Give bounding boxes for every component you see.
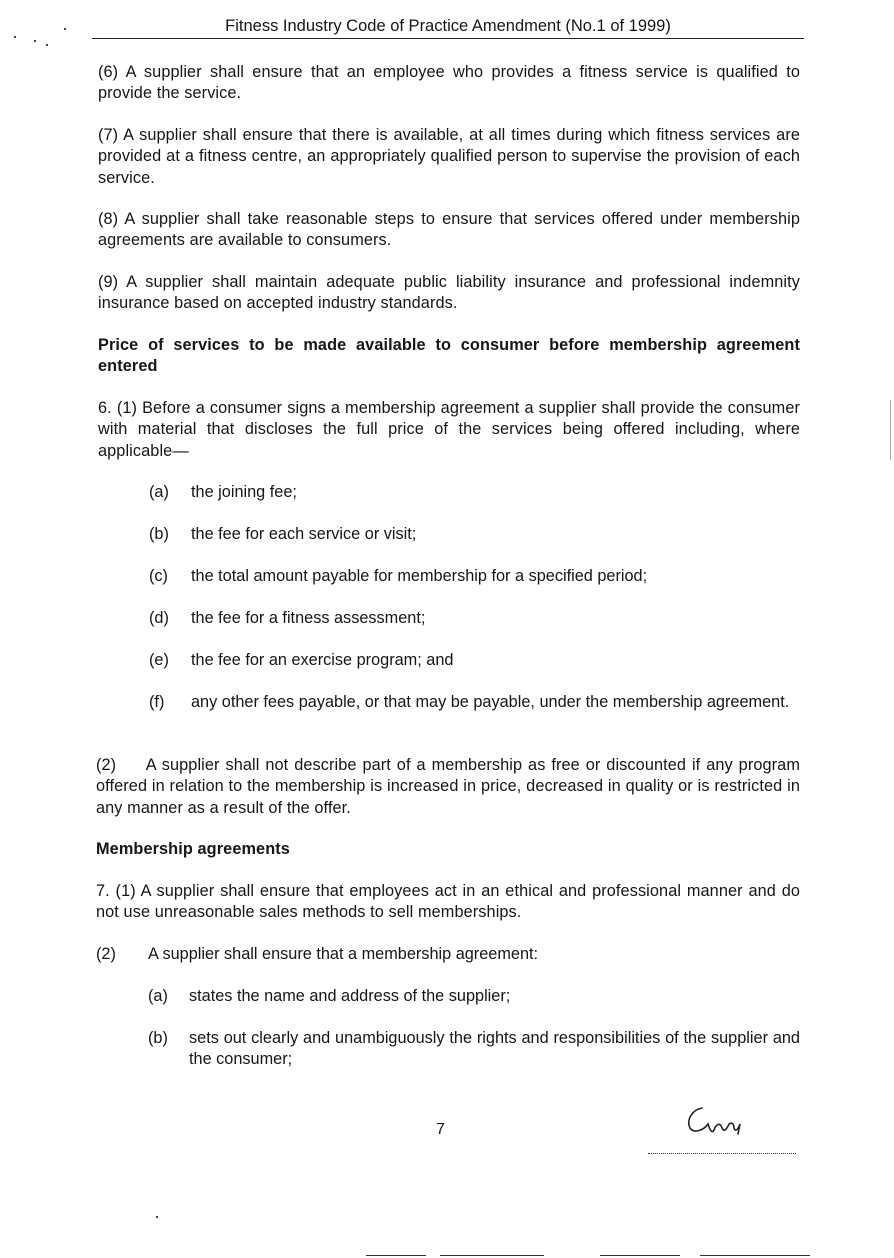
list-item <box>148 986 800 1008</box>
list-item-text: the fee for a fitness assessment; <box>191 609 426 627</box>
section-6-intro: 6. (1) Before a consumer signs a membership agreement a supplier shall provide the consumer with material that discloses the full price of the services being offered including, where applicable— <box>98 399 800 460</box>
section-heading-membership: Membership agreements <box>96 840 290 858</box>
section-7-paragraph-1: 7. (1) A supplier shall ensure that employees act in an ethical and professional manner and do not use unreasonable sales methods to sell memberships. <box>96 882 800 922</box>
list-item-label: (f) <box>149 693 165 711</box>
footer-rule <box>700 1255 810 1256</box>
list-item-label: (b) <box>149 525 169 543</box>
list-item-label: (b) <box>148 1029 168 1047</box>
scan-speck <box>14 36 16 38</box>
list-item-text: states the name and address of the supplier; <box>189 987 511 1005</box>
list-item-text: any other fees payable, or that may be payable, under the membership agreement. <box>191 693 790 711</box>
list-item-label: (a) <box>148 987 168 1005</box>
signature-mark <box>680 1100 760 1144</box>
list-item <box>149 650 799 672</box>
footer-rule <box>366 1255 426 1256</box>
list-item-text: the joining fee; <box>191 483 297 501</box>
list-item-label: (c) <box>149 567 168 585</box>
subsection-label: (2) <box>96 756 117 774</box>
list-item <box>149 692 799 736</box>
signature-line <box>648 1153 796 1154</box>
scan-speck <box>46 44 48 46</box>
section-6-subsection-2 <box>96 755 800 819</box>
page-header: Fitness Industry Code of Practice Amendment (No.1 of 1999) <box>92 16 804 39</box>
list-item <box>149 524 799 546</box>
list-item-text: the fee for each service or visit; <box>191 525 417 543</box>
list-item <box>149 482 799 504</box>
scan-speck <box>890 400 891 460</box>
paragraph-8: (8) A supplier shall take reasonable steps to ensure that services offered under membership agreements are available to consumers. <box>98 210 800 250</box>
section-heading-price: Price of services to be made available to consumer before membership agreement entered <box>98 336 800 376</box>
paragraph-6: (6) A supplier shall ensure that an employee who provides a fitness service is qualified to provide the service. <box>98 63 800 103</box>
list-item <box>149 608 799 630</box>
scan-speck <box>34 40 36 42</box>
subsection-text: A supplier shall not describe part of a membership as free or discounted if any program offered in relation to the membership is increased in price, decreased in quality or is restricted in any manner as a result of the offer. <box>96 756 801 817</box>
subsection-text: A supplier shall ensure that a membership agreement: <box>148 945 539 963</box>
page-number: 7 <box>436 1121 445 1138</box>
subsection-label: (2) <box>96 945 116 963</box>
list-item-text: the fee for an exercise program; and <box>191 651 454 669</box>
list-item-text: the total amount payable for membership for a specified period; <box>191 567 648 585</box>
list-item <box>148 1028 800 1072</box>
list-item-label: (a) <box>149 483 169 501</box>
list-item <box>149 566 799 588</box>
footer-rule <box>440 1255 544 1256</box>
section-7-subsection-2 <box>96 944 800 966</box>
list-item-label: (d) <box>149 609 169 627</box>
paragraph-7: (7) A supplier shall ensure that there is available, at all times during which fitness services are provided at a fitness centre, an appropriately qualified person to supervise the provision of each service. <box>98 126 800 187</box>
scan-speck <box>64 28 66 30</box>
list-item-label: (e) <box>149 651 169 669</box>
scan-speck <box>156 1216 158 1218</box>
paragraph-9: (9) A supplier shall maintain adequate public liability insurance and professional indemnity insurance based on accepted industry standards. <box>98 273 800 313</box>
footer-rule <box>600 1255 680 1256</box>
list-item-text: sets out clearly and unambiguously the rights and responsibilities of the supplier and the consumer; <box>189 1029 800 1069</box>
